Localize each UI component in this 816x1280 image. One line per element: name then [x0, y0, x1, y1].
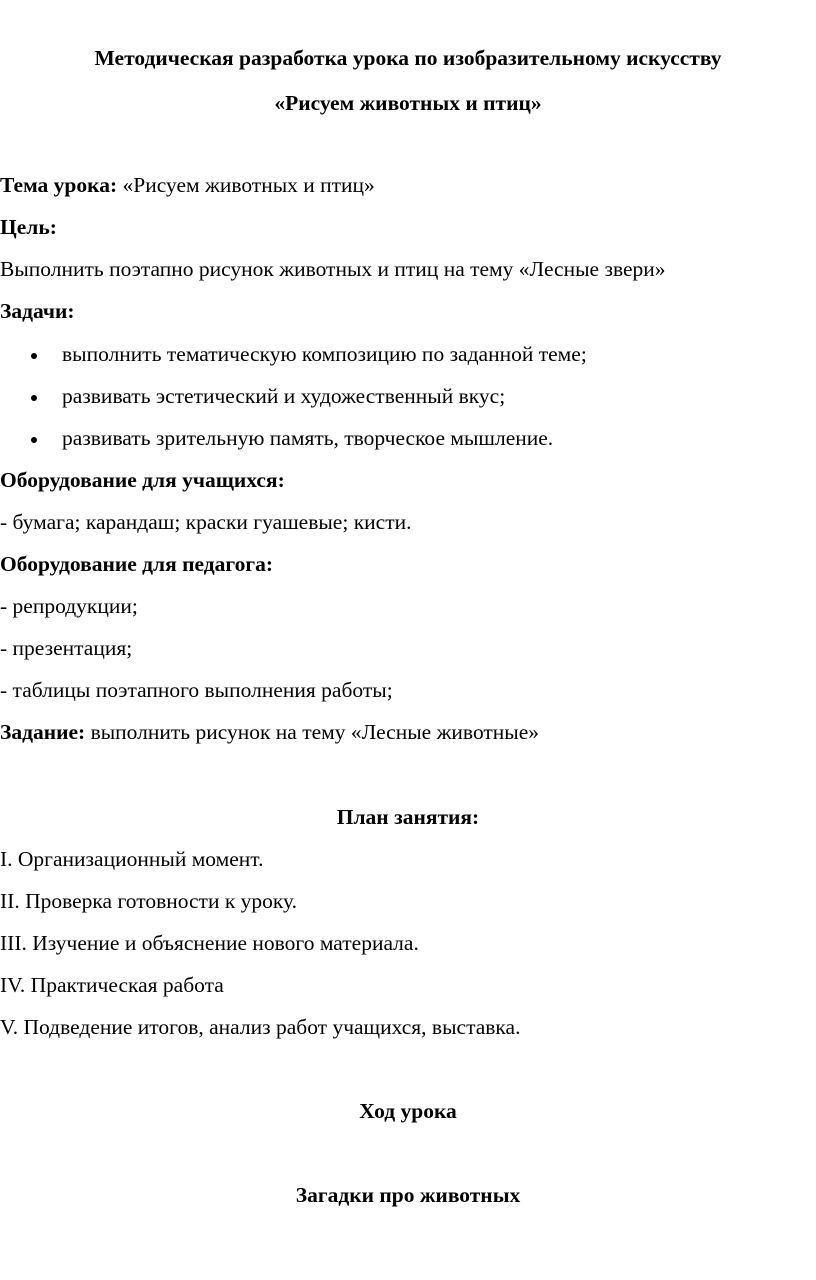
assignment-value: выполнить рисунок на тему «Лесные животные» [85, 720, 540, 744]
task-item-text: развивать эстетический и художественный вкус; [62, 384, 506, 408]
bullet-icon [31, 437, 37, 443]
goal-label: Цель: [0, 215, 57, 239]
task-item-text: развивать зрительную память, творческое мышление. [62, 426, 554, 450]
teacher-equipment-label: Оборудование для педагога: [0, 552, 274, 576]
task-item-text: выполнить тематическую композицию по заданной теме; [62, 342, 587, 366]
teacher-equipment-item: - таблицы поэтапного выполнения работы; [0, 678, 393, 702]
goal-text: Выполнить поэтапно рисунок животных и птиц на тему «Лесные звери» [0, 257, 666, 281]
teacher-equipment-item: - презентация; [0, 636, 133, 660]
tasks-label: Задачи: [0, 299, 75, 323]
plan-heading: План занятия: [336, 805, 480, 829]
topic-line [0, 172, 375, 198]
bullet-icon [31, 395, 37, 401]
student-equipment-label: Оборудование для учащихся: [0, 468, 285, 492]
document-title-line-2: «Рисуем животных и птиц» [274, 91, 542, 115]
assignment-line [0, 719, 539, 745]
plan-item: V. Подведение итогов, анализ работ учащихся, выставка. [0, 1015, 521, 1039]
bullet-icon [31, 353, 37, 359]
lesson-heading: Ход урока [359, 1099, 457, 1123]
plan-item: IV. Практическая работа [0, 973, 224, 997]
document-title-line-1: Методическая разработка урока по изобразительному искусству [94, 46, 722, 70]
riddles-heading: Загадки про животных [295, 1183, 521, 1207]
topic-label: Тема урока: [0, 173, 118, 197]
student-equipment-text: - бумага; карандаш; краски гуашевые; кисти. [0, 510, 412, 534]
assignment-label: Задание: [0, 720, 86, 744]
plan-item: I. Организационный момент. [0, 847, 264, 871]
teacher-equipment-item: - репродукции; [0, 594, 138, 618]
plan-item: III. Изучение и объяснение нового материала. [0, 931, 419, 955]
plan-item: II. Проверка готовности к уроку. [0, 889, 298, 913]
topic-value: «Рисуем животных и птиц» [117, 173, 375, 197]
